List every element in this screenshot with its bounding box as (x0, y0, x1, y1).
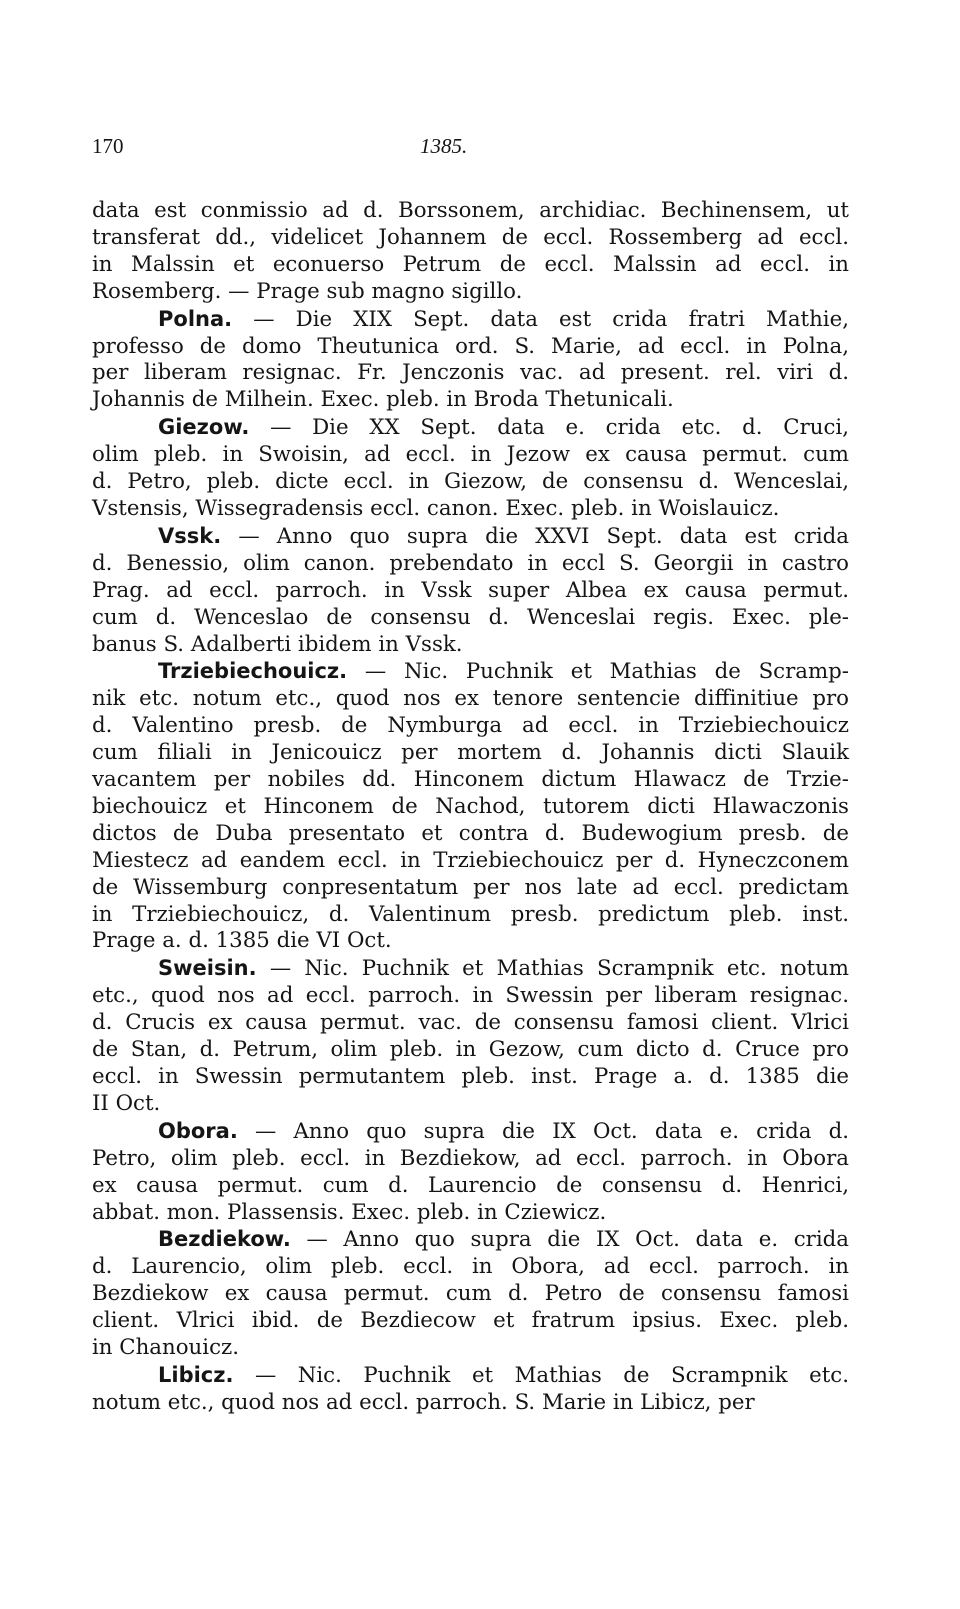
line-text: banus S. Adalberti ibidem in Vssk. (92, 631, 463, 657)
running-header (92, 134, 852, 164)
line-text: per liberam resignac. Fr. Jenczonis vac. ad present. rel. viri d. (92, 360, 849, 386)
paragraph (92, 523, 849, 659)
text-line (92, 767, 849, 794)
line-text: d. Crucis ex causa permut. vac. de consensu famosi client. Vlrici (92, 1010, 849, 1036)
entry-heading: Bezdiekow. (158, 1227, 291, 1252)
line-text: d. Petro, pleb. dicte eccl. in Giezow, de consensu d. Wenceslai, (92, 469, 849, 495)
text-line (92, 469, 849, 496)
paragraph (92, 1118, 849, 1227)
text-line (92, 848, 849, 875)
text-line (92, 713, 849, 740)
text-line (92, 821, 849, 848)
line-text: notum etc., quod nos ad eccl. parroch. S. Marie in Libicz, per (92, 1389, 755, 1415)
line-text: in Malssin et econuerso Petrum de eccl. Malssin ad eccl. in (92, 251, 849, 277)
line-text: — Nic. Puchnik et Mathias de Scrampnik etc. (233, 1362, 849, 1388)
entry-heading: Trziebiechouicz. (158, 659, 348, 684)
line-text: — Die XIX Sept. data est crida fratri Mathie, (232, 306, 849, 332)
text-line (92, 360, 849, 387)
line-text: Vstensis, Wissegradensis eccl. canon. Exec. pleb. in Woislauicz. (92, 495, 780, 521)
line-text: de Stan, d. Petrum, olim pleb. in Gezow, cum dicto d. Cruce pro (92, 1037, 849, 1063)
line-text: in Chanouicz. (92, 1335, 239, 1361)
line-text: professo de domo Theutunica ord. S. Marie, ad eccl. in Polna, (92, 333, 849, 359)
text-line (92, 496, 849, 523)
text-line (92, 442, 849, 469)
text-line (92, 334, 849, 361)
entry-heading: Polna. (158, 306, 233, 331)
paragraph (92, 306, 849, 415)
text-line (92, 306, 849, 334)
paragraph (92, 198, 849, 306)
text-line (92, 279, 849, 306)
line-text: olim pleb. in Swoisin, ad eccl. in Jezow ex causa permut. cum (92, 442, 849, 468)
text-line (92, 632, 849, 659)
line-text: Miestecz ad eandem eccl. in Trziebiechouicz per d. Hyneczconem (92, 847, 849, 873)
text-line (92, 794, 849, 821)
running-title-year: 1385. (420, 134, 468, 158)
line-text: Rosemberg. — Prage sub magno sigillo. (92, 278, 523, 304)
line-text: — Nic. Puchnik et Mathias Scrampnik etc. notum (256, 956, 849, 982)
line-text: Prage a. d. 1385 die VI Oct. (92, 928, 392, 954)
text-line (92, 1173, 849, 1200)
entry-heading: Giezow. (158, 415, 250, 440)
line-text: biechouicz et Hinconem de Nachod, tutorem dicti Hlawaczonis (92, 793, 849, 819)
text-line (92, 928, 849, 955)
entry-heading: Vssk. (158, 523, 222, 548)
line-text: Bezdiekow ex causa permut. cum d. Petro de consensu famosi (92, 1281, 849, 1307)
text-line (92, 578, 849, 605)
line-text: vacantem per nobiles dd. Hinconem dictum Hlawacz de Trzie- (92, 767, 849, 793)
text-line (92, 875, 849, 902)
line-text: II Oct. (92, 1090, 161, 1116)
text-line (92, 523, 849, 551)
text-line (92, 1281, 849, 1308)
text-line (92, 1200, 849, 1227)
line-text: etc., quod nos ad eccl. parroch. in Swessin per liberam resignac. (92, 983, 849, 1009)
line-text: — Anno quo supra die XXVI Sept. data est crida (221, 523, 849, 549)
text-line (92, 983, 849, 1010)
text-line (92, 902, 849, 929)
text-line (92, 1010, 849, 1037)
line-text: de Wissemburg conpresentatum per nos late ad eccl. predictam (92, 874, 849, 900)
entry-heading: Sweisin. (158, 956, 257, 981)
text-line (92, 1308, 849, 1335)
line-text: d. Laurencio, olim pleb. eccl. in Obora, ad eccl. parroch. in (92, 1254, 849, 1280)
line-text: — Nic. Puchnik et Mathias de Scramp- (347, 659, 849, 685)
text-line (92, 225, 849, 252)
line-text: Prag. ad eccl. parroch. in Vssk super Albea ex causa permut. (92, 577, 849, 603)
line-text: nik etc. notum etc., quod nos ex tenore sentencie diffinitiue pro (92, 686, 849, 712)
paragraph (92, 1362, 849, 1417)
text-line (92, 1118, 849, 1146)
line-text: dictos de Duba presentato et contra d. Budewogium presb. de (92, 820, 849, 846)
text-line (92, 1091, 849, 1118)
text-line (92, 955, 849, 983)
line-text: d. Valentino presb. de Nymburga ad eccl. in Trziebiechouicz (92, 713, 849, 739)
paragraph (92, 414, 849, 523)
text-line (92, 1064, 849, 1091)
line-text: — Anno quo supra die IX Oct. data e. crida d. (237, 1118, 849, 1144)
text-line (92, 686, 849, 713)
text-line (92, 1390, 849, 1417)
paragraph (92, 1226, 849, 1362)
text-line (92, 658, 849, 686)
text-line (92, 740, 849, 767)
entry-heading: Libicz. (158, 1362, 234, 1387)
text-line (92, 1037, 849, 1064)
text-line (92, 551, 849, 578)
page-number: 170 (92, 134, 124, 158)
paragraph (92, 658, 849, 955)
line-text: — Die XX Sept. data e. crida etc. d. Cruci, (249, 415, 849, 441)
document-body (92, 198, 849, 1417)
line-text: Johannis de Milhein. Exec. pleb. in Broda Thetunicali. (92, 387, 674, 413)
line-text: — Anno quo supra die IX Oct. data e. crida (290, 1227, 849, 1253)
text-line (92, 414, 849, 442)
line-text: Petro, olim pleb. eccl. in Bezdiekow, ad eccl. parroch. in Obora (92, 1145, 849, 1171)
line-text: abbat. mon. Plassensis. Exec. pleb. in Cziewicz. (92, 1199, 607, 1225)
line-text: cum d. Wenceslao de consensu d. Wenceslai regis. Exec. ple- (92, 604, 849, 630)
line-text: cum filiali in Jenicouicz per mortem d. Johannis dicti Slauik (92, 740, 849, 766)
text-line (92, 198, 849, 225)
text-line (92, 387, 849, 414)
text-line (92, 1254, 849, 1281)
line-text: in Trziebiechouicz, d. Valentinum presb. predictum pleb. inst. (92, 901, 849, 927)
line-text: client. Vlrici ibid. de Bezdiecow et fratrum ipsius. Exec. pleb. (92, 1308, 849, 1334)
text-line (92, 1226, 849, 1254)
line-text: transferat dd., videlicet Johannem de eccl. Rossemberg ad eccl. (92, 224, 849, 250)
line-text: eccl. in Swessin permutantem pleb. inst. Prage a. d. 1385 die (92, 1064, 849, 1089)
text-line (92, 1362, 849, 1390)
text-line (92, 252, 849, 279)
text-line (92, 1146, 849, 1173)
paragraph (92, 955, 849, 1117)
line-text: ex causa permut. cum d. Laurencio de consensu d. Henrici, (92, 1172, 849, 1198)
text-line (92, 1335, 849, 1362)
text-line (92, 605, 849, 632)
line-text: data est conmissio ad d. Borssonem, archidiac. Bechinensem, ut (92, 198, 849, 223)
entry-heading: Obora. (158, 1118, 238, 1143)
line-text: d. Benessio, olim canon. prebendato in eccl S. Georgii in castro (92, 550, 849, 576)
